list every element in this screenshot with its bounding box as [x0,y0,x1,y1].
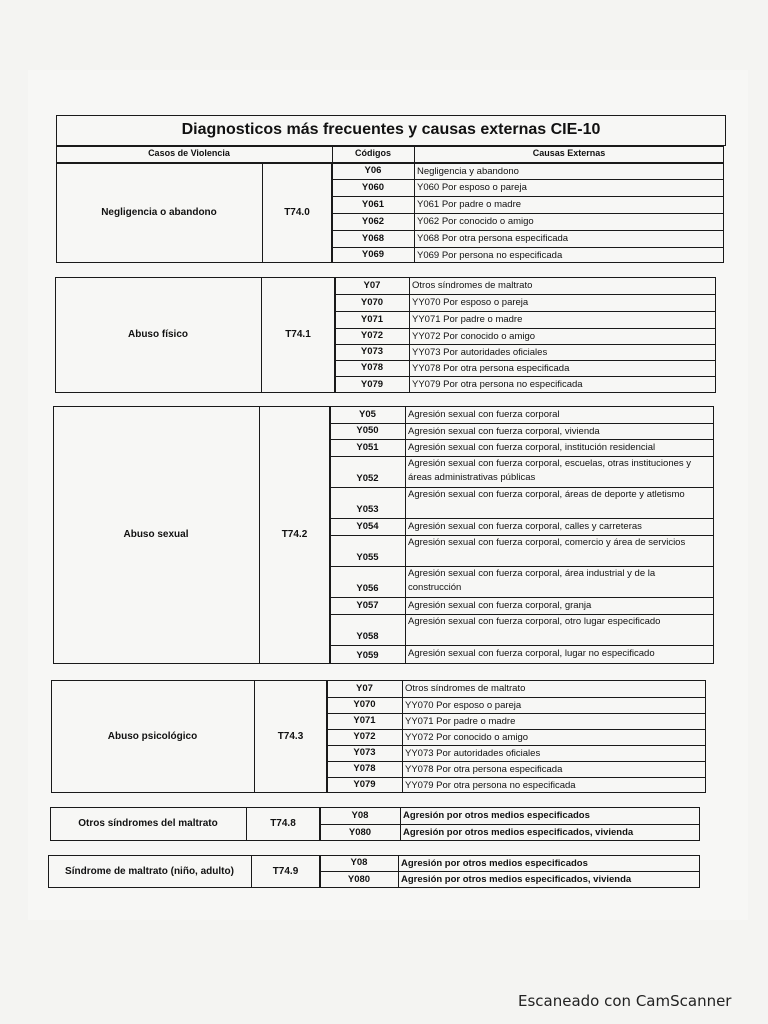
external-cause-code: Y053 [356,504,379,515]
external-cause-description: Agresión sexual con fuerza corporal, calles y carreteras [408,521,642,532]
external-cause-description: YY078 Por otra persona especificada [412,363,570,374]
external-cause-code: Y054 [356,521,379,532]
diagnosis-code: T74.0 [284,207,310,218]
external-cause-code: Y072 [360,330,384,341]
external-cause-code: Y069 [361,249,385,260]
external-cause-description: Agresión sexual con fuerza corporal, área industrial y de la construcción [408,568,656,593]
external-cause-code: Y07 [363,280,381,291]
row-divider [330,645,714,646]
row-divider [330,597,714,598]
external-cause-description: Y061 Por padre o madre [417,199,522,210]
external-cause-description: Agresión sexual con fuerza corporal, otro lugar especificado [408,616,661,627]
external-cause-code: Y059 [356,650,379,661]
external-cause-code: Y062 [361,216,385,227]
external-cause-description: YY071 Por padre o madre [412,314,523,325]
external-cause-code: Y080 [347,874,371,885]
external-cause-description: Y069 Por persona no especificada [417,250,563,261]
external-cause-code: Y051 [356,442,379,453]
row-divider [320,824,700,825]
header-cases: Casos de Violencia [148,148,230,158]
external-cause-code: Y071 [353,715,376,726]
external-cause-description: YY079 Por otra persona no especificada [412,379,583,390]
case-label: Síndrome de maltrato (niño, adulto) [65,865,234,877]
diagnosis-code: T74.9 [272,865,299,877]
external-cause-description: YY073 Por autoridades oficiales [405,748,541,759]
external-cause-description: Agresión sexual con fuerza corporal, escuelas, otras instituciones y áreas administrativas públicas [408,458,692,483]
external-cause-code: Y073 [360,346,384,357]
case-label: Abuso sexual [123,529,189,540]
row-divider [332,230,724,231]
row-divider [332,247,724,248]
external-cause-description: YY078 Por otra persona especificada [405,764,563,775]
external-cause-description: Negligencia y abandono [417,166,519,177]
external-cause-description: Agresión por otros medios especificados [403,810,590,821]
row-divider [330,423,714,424]
external-cause-code: Y068 [361,233,385,244]
external-cause-description: YY079 Por otra persona no especificada [405,780,576,791]
case-label: Abuso físico [127,329,188,340]
row-divider [330,439,714,440]
external-cause-code: Y055 [356,552,379,563]
header-codes: Códigos [355,148,391,158]
row-divider [327,713,706,714]
external-cause-description: Agresión sexual con fuerza corporal, vivienda [408,426,600,437]
diagnosis-code: T74.2 [281,529,308,540]
row-divider [327,761,706,762]
case-label: Negligencia o abandono [101,207,217,218]
row-divider [335,344,716,345]
external-cause-description: Agresión sexual con fuerza corporal, lugar no especificado [408,648,655,659]
external-cause-description: Agresión por otros medios especificados, vivienda [401,874,632,885]
external-cause-code: Y058 [356,631,379,642]
row-divider [335,360,716,361]
external-cause-code: Y071 [360,314,384,325]
external-cause-description: YY071 Por padre o madre [405,716,516,727]
external-cause-code: Y060 [361,182,385,193]
external-cause-description: YY070 Por esposo o pareja [405,700,522,711]
row-divider [335,328,716,329]
external-cause-description: Agresión por otros medios especificados [401,858,588,869]
external-cause-code: Y056 [356,583,379,594]
row-divider [327,777,706,778]
external-cause-description: Agresión sexual con fuerza corporal, áreas de deporte y atletismo [408,489,685,500]
external-cause-description: Agresión sexual con fuerza corporal, comercio y área de servicios [408,537,686,548]
row-divider [327,697,706,698]
row-divider [335,376,716,377]
external-cause-code: Y07 [356,683,373,694]
diagnosis-code: T74.8 [270,818,296,829]
external-cause-description: YY073 Por autoridades oficiales [412,347,548,358]
row-divider [332,196,724,197]
document-title: Diagnosticos más frecuentes y causas externas CIE-10 [181,121,601,138]
external-cause-code: Y080 [348,827,372,838]
external-cause-description: Y062 Por conocido o amigo [417,216,534,227]
diagnosis-code: T74.3 [277,730,304,742]
external-cause-description: Agresión sexual con fuerza corporal, institución residencial [408,442,656,453]
diagnosis-code: T74.1 [285,329,311,340]
row-divider [320,871,700,872]
external-cause-code: Y052 [356,473,379,484]
external-cause-code: Y072 [353,731,376,742]
external-cause-description: Otros síndromes de maltrato [405,683,526,694]
header-causes: Causas Externas [532,148,606,158]
external-cause-code: Y073 [353,747,376,758]
external-cause-code: Y08 [350,857,368,868]
camscanner-watermark: Escaneado con CamScanner [518,992,732,1010]
external-cause-code: Y061 [361,199,385,210]
external-cause-description: Agresión sexual con fuerza corporal, granja [408,600,592,611]
external-cause-code: Y050 [356,425,379,436]
external-cause-description: Y068 Por otra persona especificada [417,233,569,244]
external-cause-code: Y08 [351,810,369,821]
case-label: Abuso psicológico [107,730,198,742]
external-cause-code: Y057 [356,600,379,611]
external-cause-description: Agresión por otros medios especificados, vivienda [403,827,634,838]
external-cause-code: Y06 [364,165,382,176]
external-cause-code: Y079 [353,779,376,790]
external-cause-code: Y05 [359,409,376,420]
external-cause-code: Y078 [353,763,376,774]
external-cause-description: YY072 Por conocido o amigo [412,331,536,342]
row-divider [335,311,716,312]
external-cause-description: Otros síndromes de maltrato [412,280,533,291]
external-cause-code: Y079 [360,379,384,390]
row-divider [332,179,724,180]
external-cause-code: Y070 [353,699,376,710]
case-label: Otros síndromes del maltrato [78,818,218,829]
row-divider [327,729,706,730]
external-cause-code: Y078 [360,362,384,373]
external-cause-description: YY070 Por esposo o pareja [412,297,529,308]
row-divider [332,213,724,214]
external-cause-code: Y070 [360,297,384,308]
external-cause-description: Y060 Por esposo o pareja [417,182,527,193]
row-divider [330,518,714,519]
row-divider [327,745,706,746]
row-divider [335,294,716,295]
external-cause-description: YY072 Por conocido o amigo [405,732,529,743]
external-cause-description: Agresión sexual con fuerza corporal [408,409,560,420]
